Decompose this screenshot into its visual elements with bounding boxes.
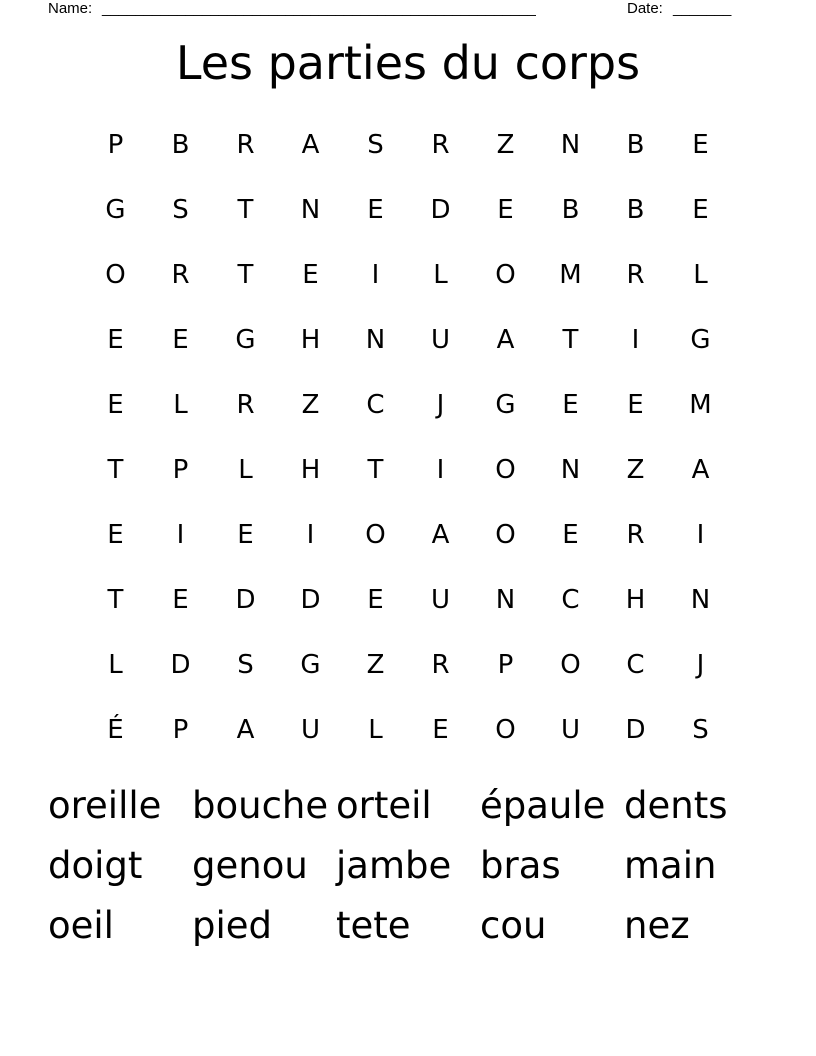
grid-letter: N [690, 585, 711, 615]
grid-letter: T [107, 455, 124, 485]
grid-letter: A [301, 130, 320, 160]
grid-letter: C [626, 650, 645, 680]
word-bank-item: nez [624, 904, 690, 947]
grid-letter: Z [496, 130, 515, 160]
grid-row [83, 178, 733, 243]
grid-letter: I [436, 455, 445, 485]
grid-letter: A [431, 520, 450, 550]
word-bank-item: tete [336, 904, 411, 947]
grid-letter: E [302, 260, 319, 290]
grid-letter: E [367, 195, 384, 225]
grid-letter: B [171, 130, 190, 160]
word-bank-item: oreille [48, 784, 162, 827]
grid-letter: T [562, 325, 579, 355]
grid-row [83, 113, 733, 178]
grid-letter: H [300, 455, 321, 485]
grid-letter: I [176, 520, 185, 550]
grid-letter: E [692, 130, 709, 160]
grid-letter: P [172, 455, 189, 485]
grid-letter: C [366, 390, 385, 420]
worksheet-header [48, 0, 748, 20]
grid-letter: R [236, 130, 255, 160]
grid-letter: O [495, 520, 516, 550]
word-bank-item: cou [480, 904, 547, 947]
grid-letter: U [430, 325, 451, 355]
grid-letter: E [107, 325, 124, 355]
grid-letter: G [105, 195, 126, 225]
grid-letter: S [172, 195, 189, 225]
grid-letter: O [105, 260, 126, 290]
grid-letter: R [236, 390, 255, 420]
grid-letter: D [235, 585, 256, 615]
grid-letter: D [300, 585, 321, 615]
word-bank [48, 776, 768, 956]
grid-letter: Z [301, 390, 320, 420]
grid-letter: O [495, 455, 516, 485]
grid-letter: D [170, 650, 191, 680]
word-bank-item: orteil [336, 784, 432, 827]
grid-letter: R [431, 130, 450, 160]
grid-letter: G [235, 325, 256, 355]
grid-letter: T [107, 585, 124, 615]
grid-letter: S [367, 130, 384, 160]
letter-grid [83, 113, 733, 763]
grid-letter: N [495, 585, 516, 615]
grid-letter: I [371, 260, 380, 290]
grid-letter: S [237, 650, 254, 680]
grid-letter: D [625, 715, 646, 745]
grid-letter: E [432, 715, 449, 745]
grid-letter: H [300, 325, 321, 355]
word-bank-item: doigt [48, 844, 143, 887]
grid-letter: A [691, 455, 710, 485]
grid-letter: J [696, 650, 705, 680]
grid-letter: Z [366, 650, 385, 680]
grid-row [83, 243, 733, 308]
grid-letter: O [365, 520, 386, 550]
grid-letter: L [693, 260, 708, 290]
word-bank-row [48, 896, 768, 956]
grid-letter: T [237, 195, 254, 225]
grid-letter: I [631, 325, 640, 355]
grid-letter: G [690, 325, 711, 355]
grid-letter: E [107, 520, 124, 550]
name-line: ____________________________________________________ [102, 0, 536, 17]
date-line: _______ [673, 0, 732, 17]
word-bank-item: pied [192, 904, 273, 947]
word-bank-item: main [624, 844, 717, 887]
grid-letter: O [495, 260, 516, 290]
word-bank-item: dents [624, 784, 728, 827]
word-bank-item: genou [192, 844, 308, 887]
grid-letter: R [171, 260, 190, 290]
grid-letter: Z [626, 455, 645, 485]
grid-row [83, 503, 733, 568]
grid-row [83, 633, 733, 698]
grid-letter: L [433, 260, 448, 290]
grid-letter: I [696, 520, 705, 550]
grid-row [83, 568, 733, 633]
word-bank-row [48, 776, 768, 836]
name-label: Name: [48, 0, 93, 17]
word-bank-item: bras [480, 844, 561, 887]
page-title: Les parties du corps [175, 36, 641, 90]
grid-letter: N [300, 195, 321, 225]
grid-letter: C [561, 585, 580, 615]
grid-letter: N [365, 325, 386, 355]
grid-letter: N [560, 455, 581, 485]
grid-letter: J [436, 390, 445, 420]
grid-letter: H [625, 585, 646, 615]
grid-letter: R [626, 260, 645, 290]
grid-letter: O [495, 715, 516, 745]
grid-letter: B [626, 130, 645, 160]
grid-letter: E [562, 520, 579, 550]
grid-letter: E [172, 325, 189, 355]
word-bank-row [48, 836, 768, 896]
grid-letter: E [172, 585, 189, 615]
grid-letter: P [497, 650, 514, 680]
grid-row [83, 698, 733, 763]
word-bank-item: oeil [48, 904, 114, 947]
grid-letter: G [300, 650, 321, 680]
grid-row [83, 438, 733, 503]
grid-letter: P [107, 130, 124, 160]
grid-letter: M [559, 260, 582, 290]
grid-letter: E [107, 390, 124, 420]
grid-letter: R [431, 650, 450, 680]
grid-letter: L [173, 390, 188, 420]
grid-letter: G [495, 390, 516, 420]
grid-letter: B [561, 195, 580, 225]
grid-letter: A [236, 715, 255, 745]
grid-letter: T [237, 260, 254, 290]
grid-letter: U [560, 715, 581, 745]
grid-letter: L [108, 650, 123, 680]
grid-letter: T [367, 455, 384, 485]
grid-letter: L [368, 715, 383, 745]
grid-letter: R [626, 520, 645, 550]
grid-letter: E [627, 390, 644, 420]
grid-letter: U [300, 715, 321, 745]
grid-letter: E [562, 390, 579, 420]
word-bank-item: épaule [480, 784, 606, 827]
grid-letter: I [306, 520, 315, 550]
grid-letter: U [430, 585, 451, 615]
grid-letter: O [560, 650, 581, 680]
grid-row [83, 308, 733, 373]
grid-letter: L [238, 455, 253, 485]
grid-row [83, 373, 733, 438]
grid-letter: E [497, 195, 514, 225]
grid-letter: P [172, 715, 189, 745]
grid-letter: E [692, 195, 709, 225]
grid-letter: É [107, 715, 124, 745]
grid-letter: S [692, 715, 709, 745]
grid-letter: B [626, 195, 645, 225]
grid-letter: M [689, 390, 712, 420]
grid-letter: E [367, 585, 384, 615]
grid-letter: A [496, 325, 515, 355]
date-label: Date: [627, 0, 663, 17]
grid-letter: D [430, 195, 451, 225]
grid-letter: E [237, 520, 254, 550]
word-bank-item: bouche [192, 784, 329, 827]
word-bank-item: jambe [336, 844, 452, 887]
grid-letter: N [560, 130, 581, 160]
